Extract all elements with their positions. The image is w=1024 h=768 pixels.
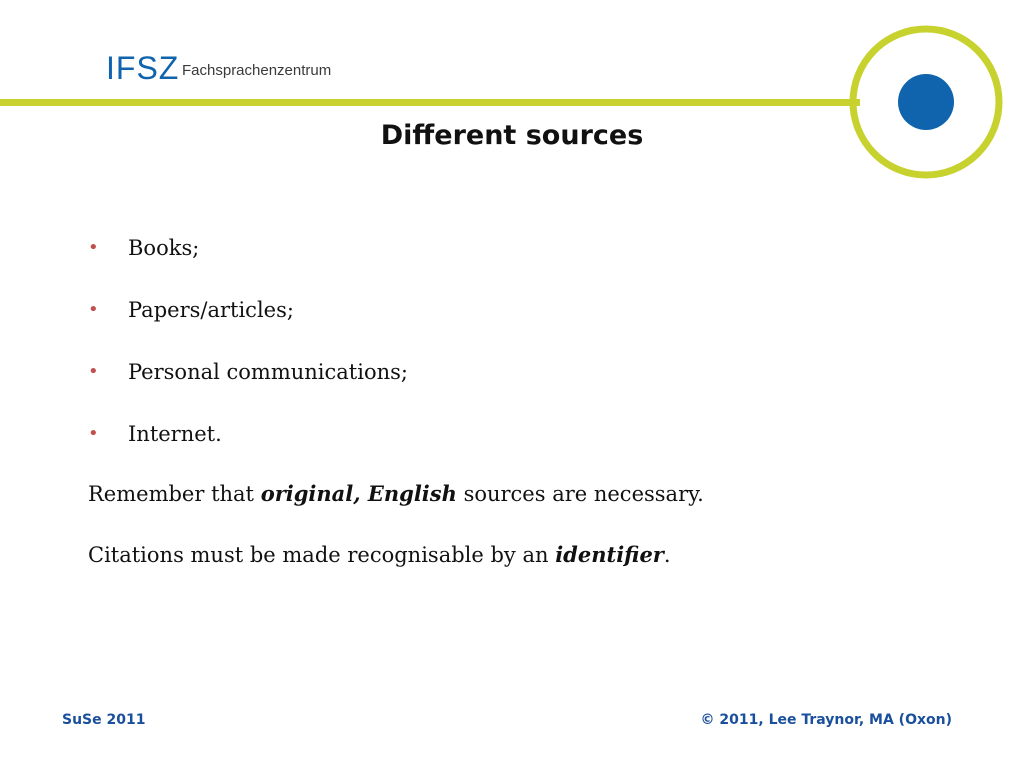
- bullet-item: [88, 294, 408, 356]
- footer-copyright: © 2011, Lee Traynor, MA (Oxon): [700, 712, 952, 728]
- bullet-item: [88, 232, 408, 294]
- paragraph-text: Remember that: [88, 482, 261, 506]
- header-decoration: [0, 0, 1024, 200]
- bullet-text: Internet.: [128, 422, 222, 446]
- paragraph-text: .: [663, 543, 671, 567]
- paragraph-emphasis: identifier: [555, 542, 664, 567]
- slide-title: Different sources: [380, 120, 644, 151]
- citations-paragraph: [88, 539, 671, 571]
- bullet-text: Personal communications;: [128, 360, 408, 384]
- bullet-item: [88, 356, 408, 418]
- logo-mark: IFSZ: [106, 50, 180, 86]
- paragraph-emphasis: original, English: [260, 481, 457, 506]
- footer-semester: SuSe 2011: [62, 712, 146, 728]
- bullet-item: [88, 418, 408, 480]
- bullet-text: Books;: [128, 236, 200, 260]
- paragraph-text: Citations must be made recognisable by an: [88, 543, 556, 567]
- bullet-list: [88, 232, 408, 480]
- header-rule: [0, 99, 860, 106]
- remember-paragraph: [88, 478, 704, 510]
- bullet-text: Papers/articles;: [128, 298, 294, 322]
- logo-subtitle: Fachsprachenzentrum: [182, 62, 332, 79]
- bullet-icon: •: [88, 361, 99, 382]
- bullet-icon: •: [88, 237, 99, 258]
- bullet-icon: •: [88, 423, 99, 444]
- bullet-icon: •: [88, 299, 99, 320]
- paragraph-text: sources are necessary.: [456, 482, 704, 506]
